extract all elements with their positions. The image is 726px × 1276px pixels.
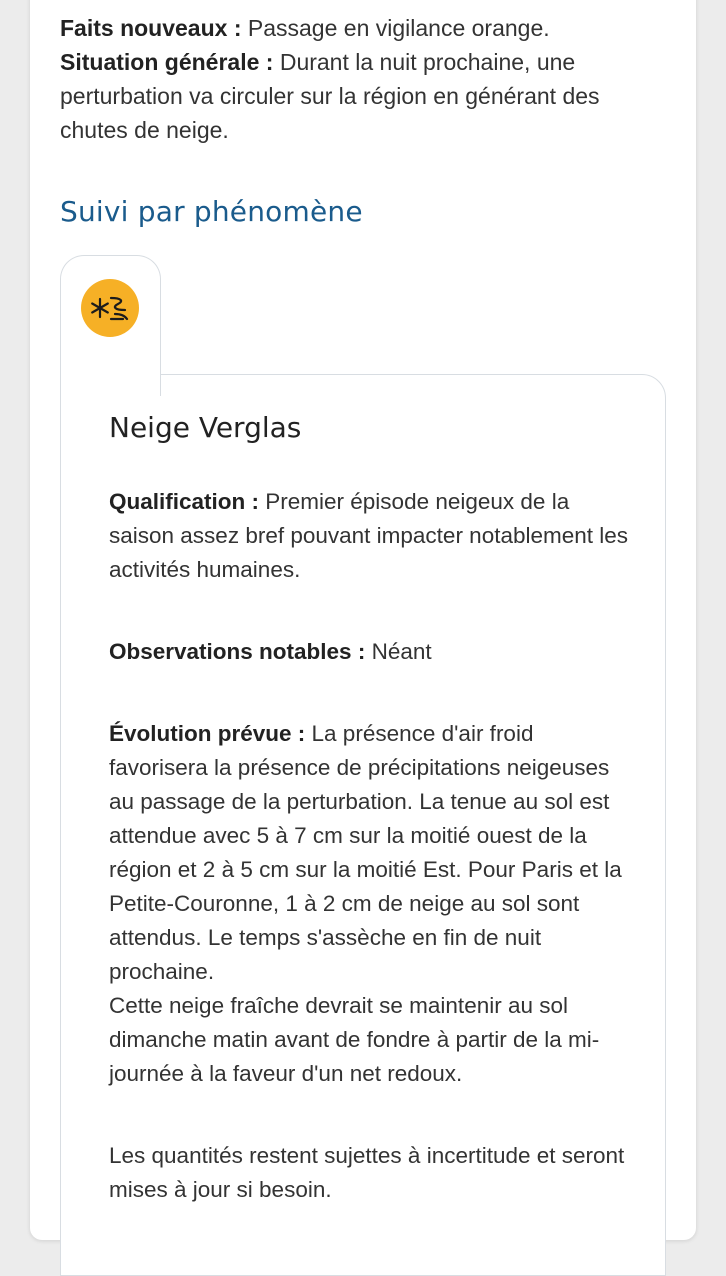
- observations-text: Néant: [365, 639, 432, 664]
- situation-generale-label: Situation générale :: [60, 49, 274, 75]
- qualification-label: Qualification :: [109, 489, 260, 514]
- observations-label: Observations notables :: [109, 639, 366, 664]
- section-title: Suivi par phénomène: [60, 195, 363, 228]
- qualification: [109, 485, 629, 587]
- phenomenon-title: Neige Verglas: [109, 411, 302, 444]
- phenomenon-details: [109, 405, 629, 1255]
- faits-nouveaux: [60, 11, 660, 45]
- faits-nouveaux-text: Passage en vigilance orange.: [241, 15, 550, 41]
- evolution: [109, 717, 629, 1091]
- uncertainty-note: Les quantités restent sujettes à incertitude et seront mises à jour si besoin.: [109, 1143, 625, 1202]
- evolution-text-2: Cette neige fraîche devrait se maintenir au sol dimanche matin avant de fondre à partir de la mi-journée à la faveur d'un net redoux.: [109, 993, 600, 1086]
- situation-generale-text: Durant la nuit prochaine, une perturbation va circuler sur la région en générant des chutes de neige.: [60, 49, 600, 143]
- observations: [109, 635, 629, 669]
- snow-ice-icon[interactable]: [81, 279, 139, 337]
- qualification-text: Premier épisode neigeux de la saison assez bref pouvant impacter notablement les activités humaines.: [109, 489, 629, 582]
- situation-generale: [60, 45, 660, 147]
- faits-nouveaux-label: Faits nouveaux :: [60, 15, 242, 41]
- evolution-text: La présence d'air froid favorisera la présence de précipitations neigeuses au passage de la perturbation. La tenue au sol est attendue avec 5 à 7 cm sur la moitié ouest de la région et 2 à 5 cm sur la moitié Est. Pour Paris et la Petite-Couronne, 1 à 2 cm de neige au sol sont attendus. Le temps s'assèche en fin de nuit prochaine.: [109, 721, 622, 984]
- tab-joint: [62, 370, 160, 380]
- evolution-label: Évolution prévue :: [109, 721, 306, 746]
- bulletin-intro: [60, 11, 660, 147]
